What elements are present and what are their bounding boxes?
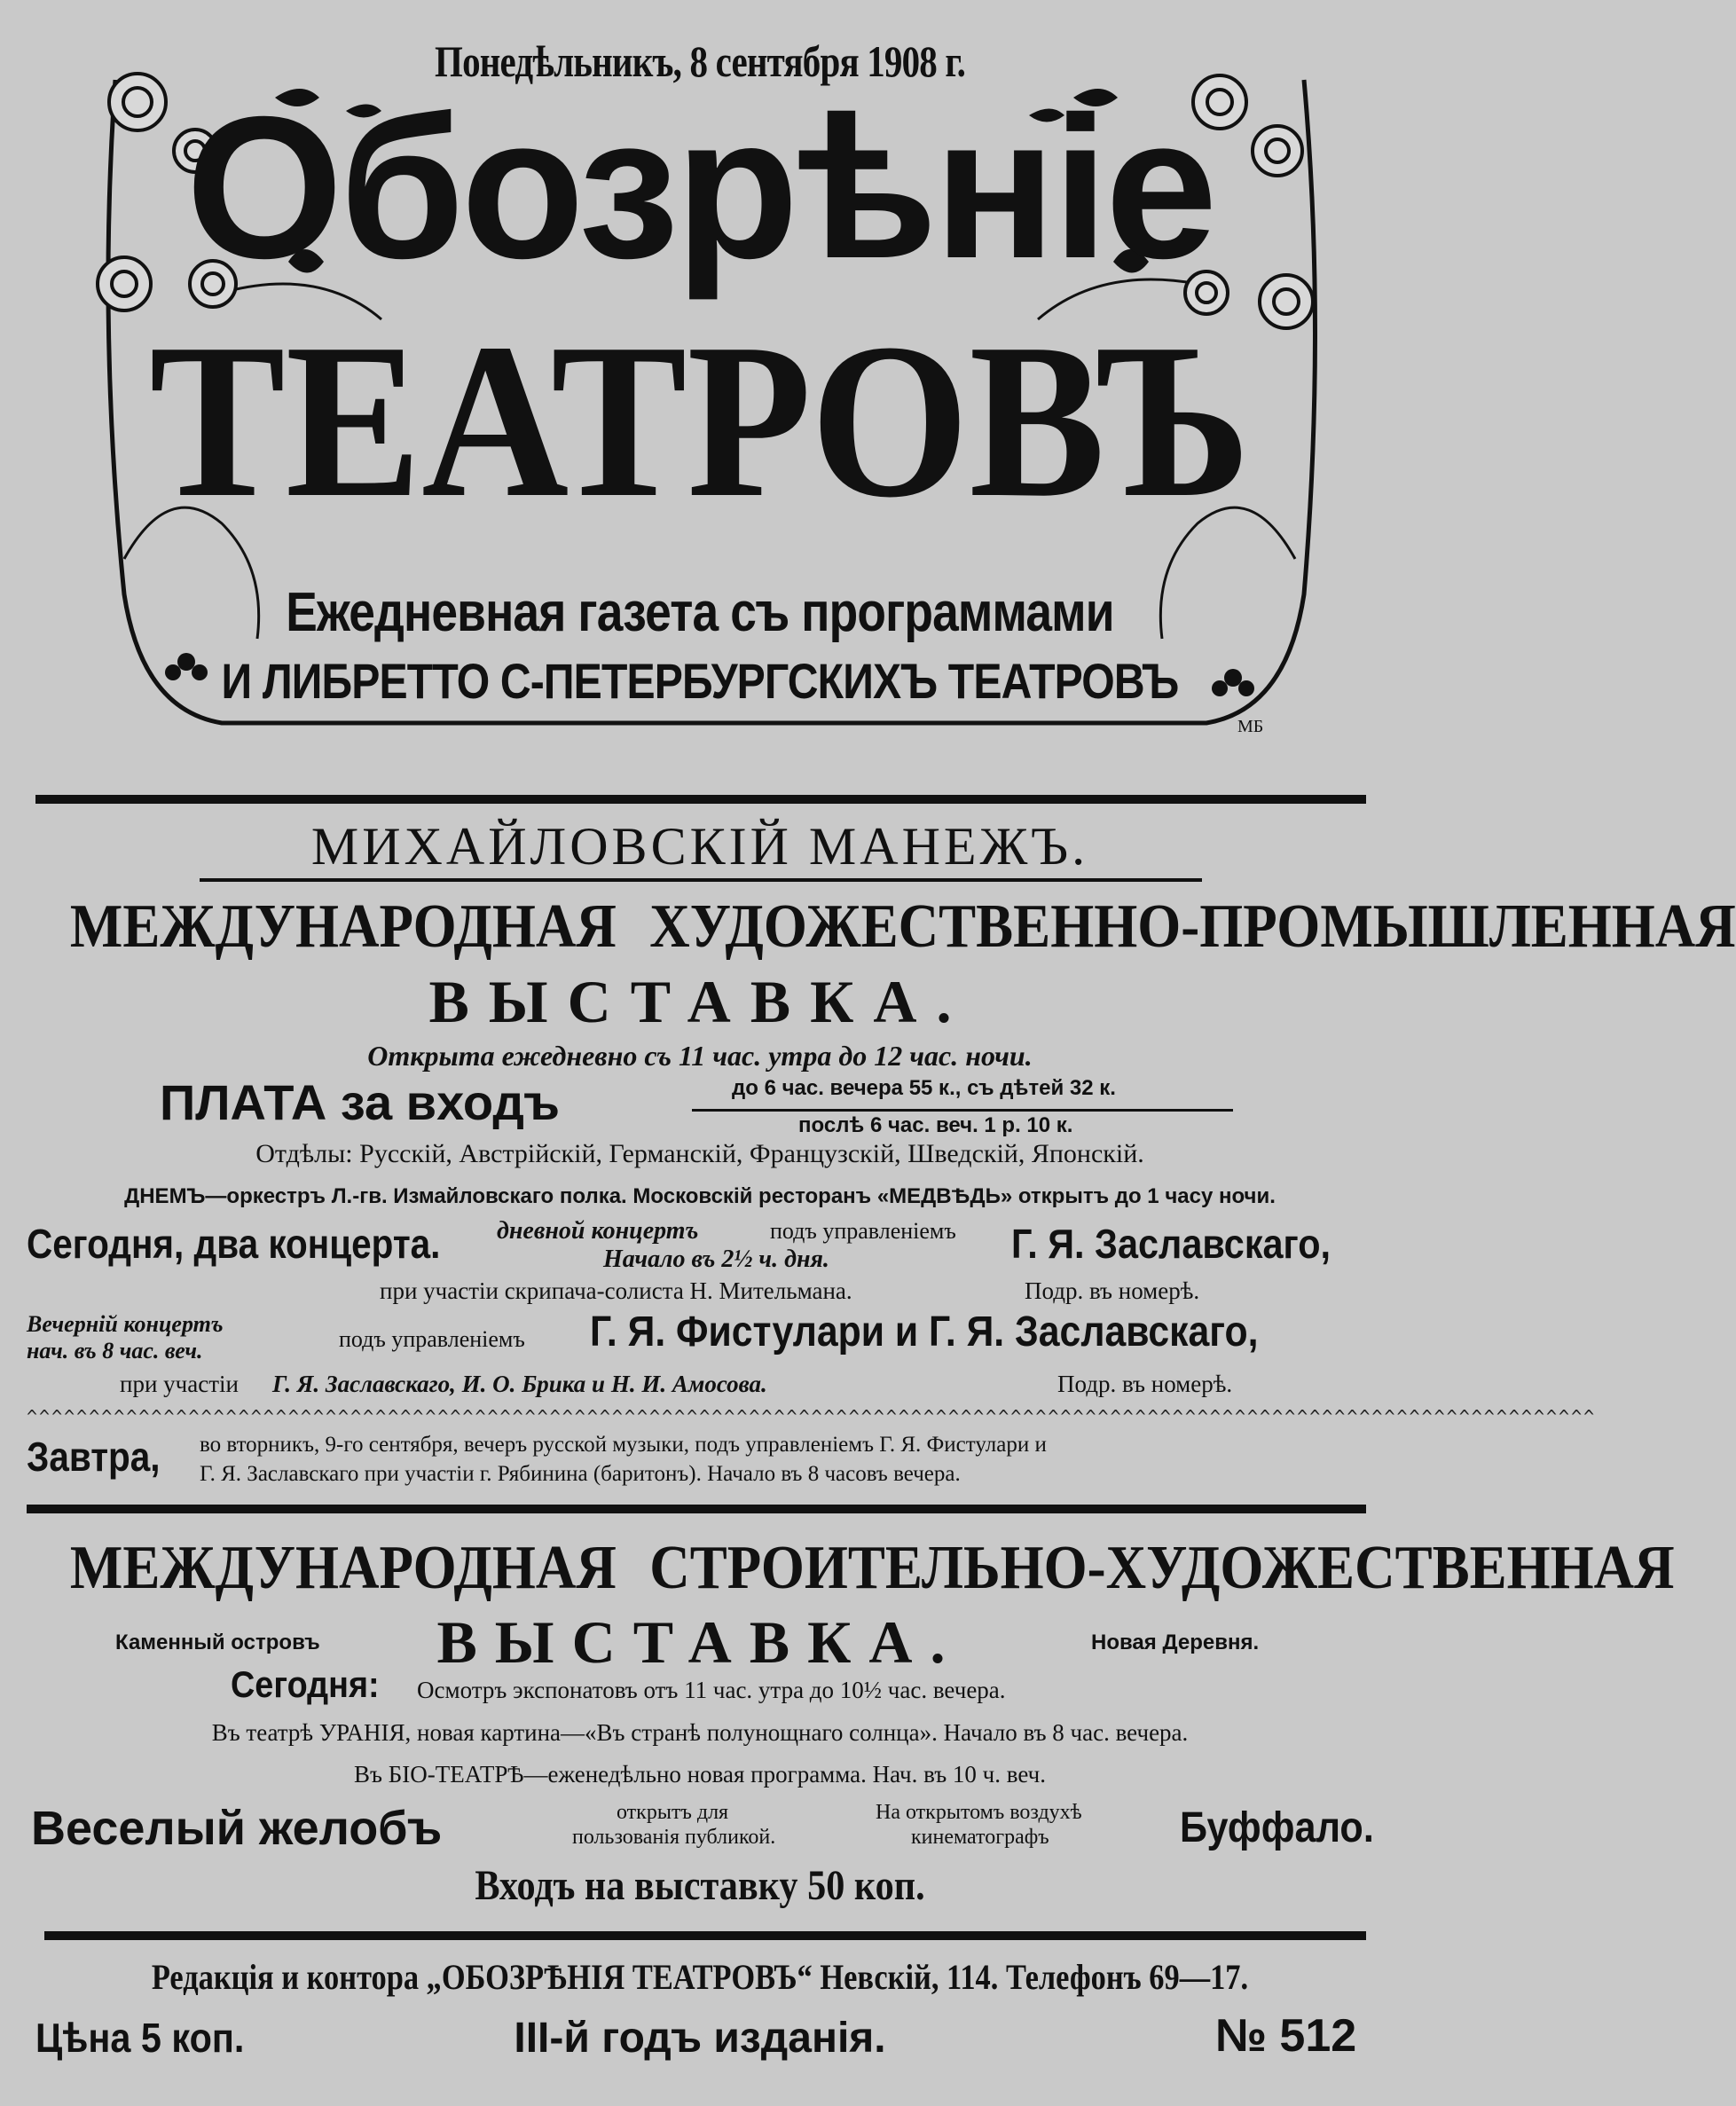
buffalo: Буффало.: [1180, 1804, 1374, 1851]
venue-underline: [200, 878, 1202, 882]
building-today-label: Сегодня:: [231, 1663, 380, 1705]
tomorrow-label: Завтра,: [27, 1434, 161, 1480]
issue-price: Цѣна 5 коп.: [35, 2015, 245, 2061]
chute-note-line2: пользованія публикой.: [572, 1826, 776, 1849]
fee-line-before-6: до 6 час. вечера 55 к., съ дѣтей 32 к.: [732, 1076, 1116, 1100]
manege-exhibition: ВЫСТАВКА.: [428, 968, 971, 1035]
masthead-rule: [35, 795, 1366, 804]
merry-chute: Веселый желобъ: [31, 1802, 443, 1855]
bio-theatre: Въ БІО-ТЕАТРѢ—еженедѣльно новая программа. Нач. въ 10 ч. веч.: [354, 1761, 1046, 1788]
day-concert-under: подъ управленіемъ: [770, 1218, 956, 1244]
day-concert-soloist: при участіи скрипача-солиста Н. Мительмана.: [380, 1277, 852, 1304]
exhibition-entry-price: Входъ на выставку 50 коп.: [475, 1862, 925, 1909]
building-exhibition: ВЫСТАВКА.: [436, 1608, 963, 1676]
manege-hours: Открыта ежедневно съ 11 час. утра до 12 час. ночи.: [367, 1040, 1033, 1072]
evening-with-prefix: при участіи: [120, 1371, 239, 1397]
decorative-zigzag-rule: ^^^^^^^^^^^^^^^^^^^^^^^^^^^^^^^^^^^^^^^^^^^^^^^^^^^^^^^^^^^^^^^^^^^^^^^^^^^^^^^^^^^^^^^^^^^^^^^^^^^^^^^^^^^^^^^^^^^^^^^^^^^^^^: [27, 1406, 1597, 1427]
chute-note-line1: открытъ для: [617, 1801, 729, 1824]
building-left-place: Каменный островъ: [115, 1631, 320, 1654]
masthead-subtitle-line1: Ежедневная газета съ программами: [286, 582, 1114, 643]
footer-rule: [44, 1931, 1366, 1940]
day-concert-start: Начало въ 2½ ч. дня.: [603, 1246, 829, 1273]
issue-number: № 512: [1215, 2010, 1357, 2062]
evening-concert-conductors: Г. Я. Фистулари и Г. Я. Заславскаго,: [590, 1308, 1259, 1356]
issue-date: Понедѣльникъ, 8 сентября 1908 г.: [434, 36, 966, 86]
manege-venue: МИХАЙЛОВСКІЙ МАНЕЖЪ.: [310, 817, 1089, 876]
publication-year: III-й годъ изданія.: [514, 2015, 886, 2062]
section-rule: [27, 1505, 1366, 1513]
evening-details: Подр. въ номерѣ.: [1057, 1371, 1233, 1397]
editorial-office: Редакція и контора „ОБОЗРѢНІЯ ТЕАТРОВЪ“ Невскій, 114. Телефонъ 69—17.: [151, 1957, 1249, 1997]
building-today-text: Осмотръ экспонатовъ отъ 11 час. утра до 10½ час. вечера.: [417, 1677, 1006, 1703]
manege-departments: Отдѣлы: Русскій, Австрійскій, Германскій, Французскій, Шведскій, Японскій.: [255, 1139, 1144, 1168]
day-concert-details: Подр. въ номерѣ.: [1025, 1277, 1200, 1304]
tomorrow-line1: во вторникъ, 9-го сентября, вечеръ русской музыки, подъ управленіемъ Г. Я. Фистулари и: [200, 1433, 1047, 1457]
today-concerts-label: Сегодня, два концерта.: [27, 1221, 441, 1267]
manege-headline: МЕЖДУНАРОДНАЯ ХУДОЖЕСТВЕННО-ПРОМЫШЛЕННАЯ: [69, 892, 1736, 961]
masthead-title-line1: Обозрѣніе: [185, 75, 1214, 301]
evening-concert-label: Вечерній концертъ: [27, 1311, 224, 1337]
tomorrow-line2: Г. Я. Заславскаго при участіи г. Рябинина (баритонъ). Начало въ 8 часовъ вечера.: [200, 1462, 961, 1486]
masthead-subtitle-line2: И ЛИБРЕТТО С-ПЕТЕРБУРГСКИХЪ ТЕАТРОВЪ: [221, 653, 1179, 709]
cinema-note-line1: На открытомъ воздухѣ: [876, 1801, 1082, 1824]
evening-with-names: Г. Я. Заславскаго, И. О. Брика и Н. И. Амосова.: [272, 1371, 767, 1397]
building-right-place: Новая Деревня.: [1091, 1631, 1260, 1654]
cinema-note-line2: кинематографъ: [911, 1826, 1049, 1849]
day-concert: дневной концертъ: [497, 1217, 699, 1245]
building-headline: МЕЖДУНАРОДНАЯ СТРОИТЕЛЬНО-ХУДОЖЕСТВЕННАЯ: [69, 1534, 1675, 1602]
fee-divider: [692, 1109, 1233, 1112]
urania-theatre: Въ театрѣ УРАНІЯ, новая картина—«Въ странѣ полунощнаго солнца». Начало въ 8 час. вечера.: [211, 1719, 1189, 1746]
manege-orchestra: ДНЕМЪ—оркестръ Л.-гв. Измайловскаго полка. Московскій ресторанъ «МЕДВѢДЬ» открытъ до 1 часу ночи.: [124, 1184, 1276, 1208]
artist-monogram: МБ: [1237, 717, 1264, 736]
evening-concert-under: подъ управленіемъ: [339, 1326, 525, 1352]
fee-label: ПЛАТА за входъ: [160, 1074, 560, 1130]
day-concert-conductor: Г. Я. Заславскаго,: [1011, 1221, 1331, 1267]
masthead-title-line2: ТЕАТРОВЪ: [149, 298, 1251, 544]
fee-line-after-6: послѣ 6 час. веч. 1 р. 10 к.: [798, 1113, 1073, 1137]
evening-concert-time: нач. въ 8 час. веч.: [27, 1338, 203, 1363]
